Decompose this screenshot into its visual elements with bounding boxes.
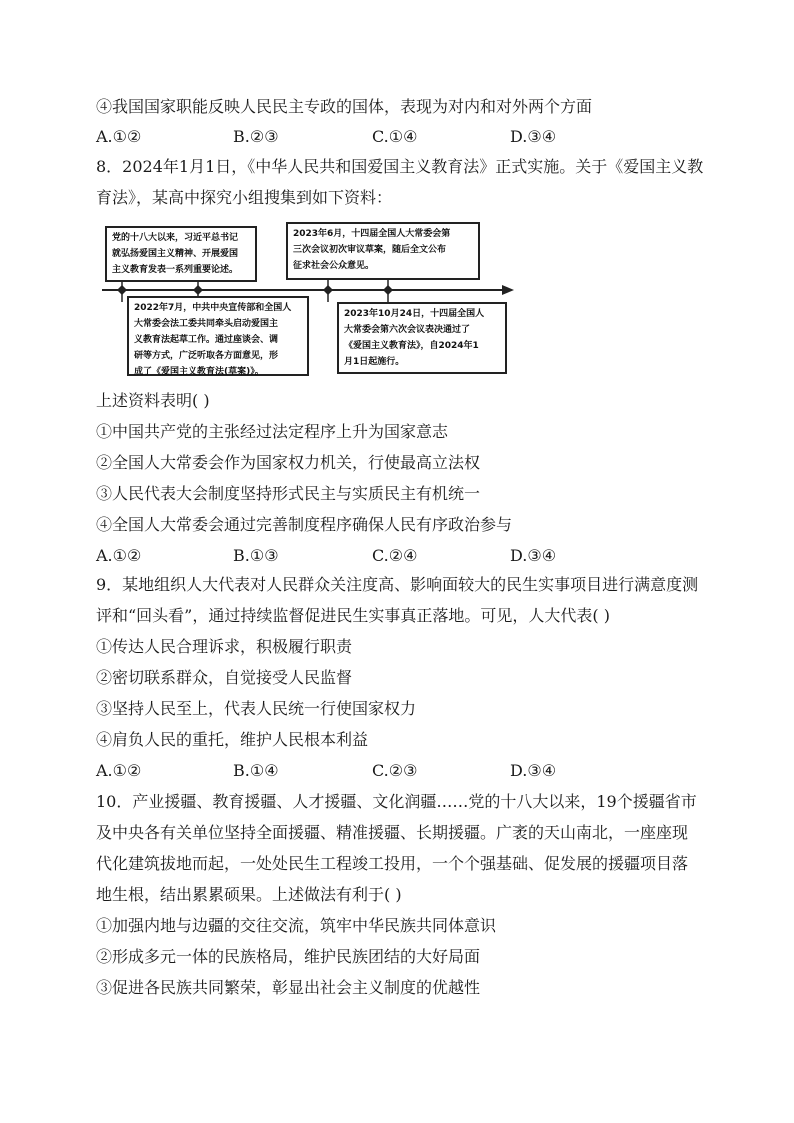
q8-option-d: D.③④ xyxy=(510,546,557,565)
q8-options xyxy=(96,545,656,567)
q10-item-2: ②形成多元一体的民族格局，维护民族团结的大好局面 xyxy=(96,947,481,966)
q9-item-3: ③坚持人民至上，代表人民统一行使国家权力 xyxy=(96,699,417,718)
q9-stem-line-2: 评和“回头看”，通过持续监督促进民生实事真正落地。可见，人大代表( ) xyxy=(96,606,610,625)
timeline-node-icon xyxy=(323,285,333,295)
q10-stem-line-1: 10．产业援疆、教育援疆、人才援疆、文化润疆……党的十八大以来，19个援疆省市 xyxy=(96,792,697,811)
q8-item-1: ①中国共产党的主张经过法定程序上升为国家意志 xyxy=(96,422,449,441)
q7-option-d: D.③④ xyxy=(510,127,557,146)
q10-item-1: ①加强内地与边疆的交往交流，筑牢中华民族共同体意识 xyxy=(96,916,497,935)
q10-item-3: ③促进各民族共同繁荣，彰显出社会主义制度的优越性 xyxy=(96,978,481,997)
q7-option-c: C.①④ xyxy=(372,127,418,146)
q8-stem-line-1: 8．2024年1月1日，《中华人民共和国爱国主义教育法》正式实施。关于《爱国主义教 xyxy=(96,157,704,176)
timeline-box-4: 2023年10月24日，十四届全国人 大常委会第六次会议表决通过了 《爱国主义教育法》，自2024年1 月1日起施行。 xyxy=(337,302,507,374)
timeline-box-2: 2023年6月，十四届全国人大常委会第 三次会议初次审议草案，随后全文公布 征求社会公众意见。 xyxy=(286,222,480,280)
timeline-arrow-icon xyxy=(502,285,514,295)
q9-stem-line-1: 9．某地组织人大代表对人民群众关注度高、影响面较大的民生实事项目进行满意度测 xyxy=(96,575,699,594)
q7-item-4: ④我国国家职能反映人民民主专政的国体，表现为对内和对外两个方面 xyxy=(96,97,593,116)
q10-stem-line-4: 地生根，结出累累硕果。上述做法有利于( ) xyxy=(96,885,402,904)
q8-timeline-figure xyxy=(100,222,516,376)
timeline-node-icon xyxy=(117,285,127,295)
timeline-node-icon xyxy=(193,285,203,295)
q9-item-4: ④肩负人民的重托，维护人民根本利益 xyxy=(96,730,369,749)
q10-stem-line-3: 代化建筑拔地而起，一处处民生工程竣工投用，一个个强基础、促发展的援疆项目落 xyxy=(96,854,689,873)
q8-item-2: ②全国人大常委会作为国家权力机关，行使最高立法权 xyxy=(96,453,481,472)
q9-option-a: A.①② xyxy=(96,761,142,780)
q9-options xyxy=(96,760,656,782)
timeline-node-icon xyxy=(383,285,393,295)
timeline-box-1: 党的十八大以来，习近平总书记 就弘扬爱国主义精神、开展爱国 主义教育发表一系列重要论述。 xyxy=(105,226,257,282)
q10-stem-line-2: 及中央各有关单位坚持全面援疆、精准援疆、长期援疆。广袤的天山南北，一座座现 xyxy=(96,823,689,842)
q8-prompt: 上述资料表明( ) xyxy=(96,391,210,410)
q8-stem-line-2: 育法》，某高中探究小组搜集到如下资料： xyxy=(96,188,393,207)
q7-option-a: A.①② xyxy=(96,127,142,146)
q9-item-2: ②密切联系群众，自觉接受人民监督 xyxy=(96,668,353,687)
q8-item-3: ③人民代表大会制度坚持形式民主与实质民主有机统一 xyxy=(96,484,481,503)
q8-option-c: C.②④ xyxy=(372,546,418,565)
timeline-box-3: 2022年7月，中共中央宣传部和全国人 大常委会法工委共同牵头启动爱国主 义教育法起草工作。通过座谈会、调 研等方式，广泛听取各方面意见，形 成了《爱国主义教育法(草案)》。 xyxy=(127,296,309,376)
q9-item-1: ①传达人民合理诉求，积极履行职责 xyxy=(96,637,353,656)
q8-item-4: ④全国人大常委会通过完善制度程序确保人民有序政治参与 xyxy=(96,515,513,534)
q9-option-b: B.①④ xyxy=(233,761,279,780)
q9-option-c: C.②③ xyxy=(372,761,418,780)
q7-options xyxy=(96,126,656,148)
q8-option-b: B.①③ xyxy=(233,546,279,565)
q9-option-d: D.③④ xyxy=(510,761,557,780)
q7-option-b: B.②③ xyxy=(233,127,279,146)
q8-option-a: A.①② xyxy=(96,546,142,565)
